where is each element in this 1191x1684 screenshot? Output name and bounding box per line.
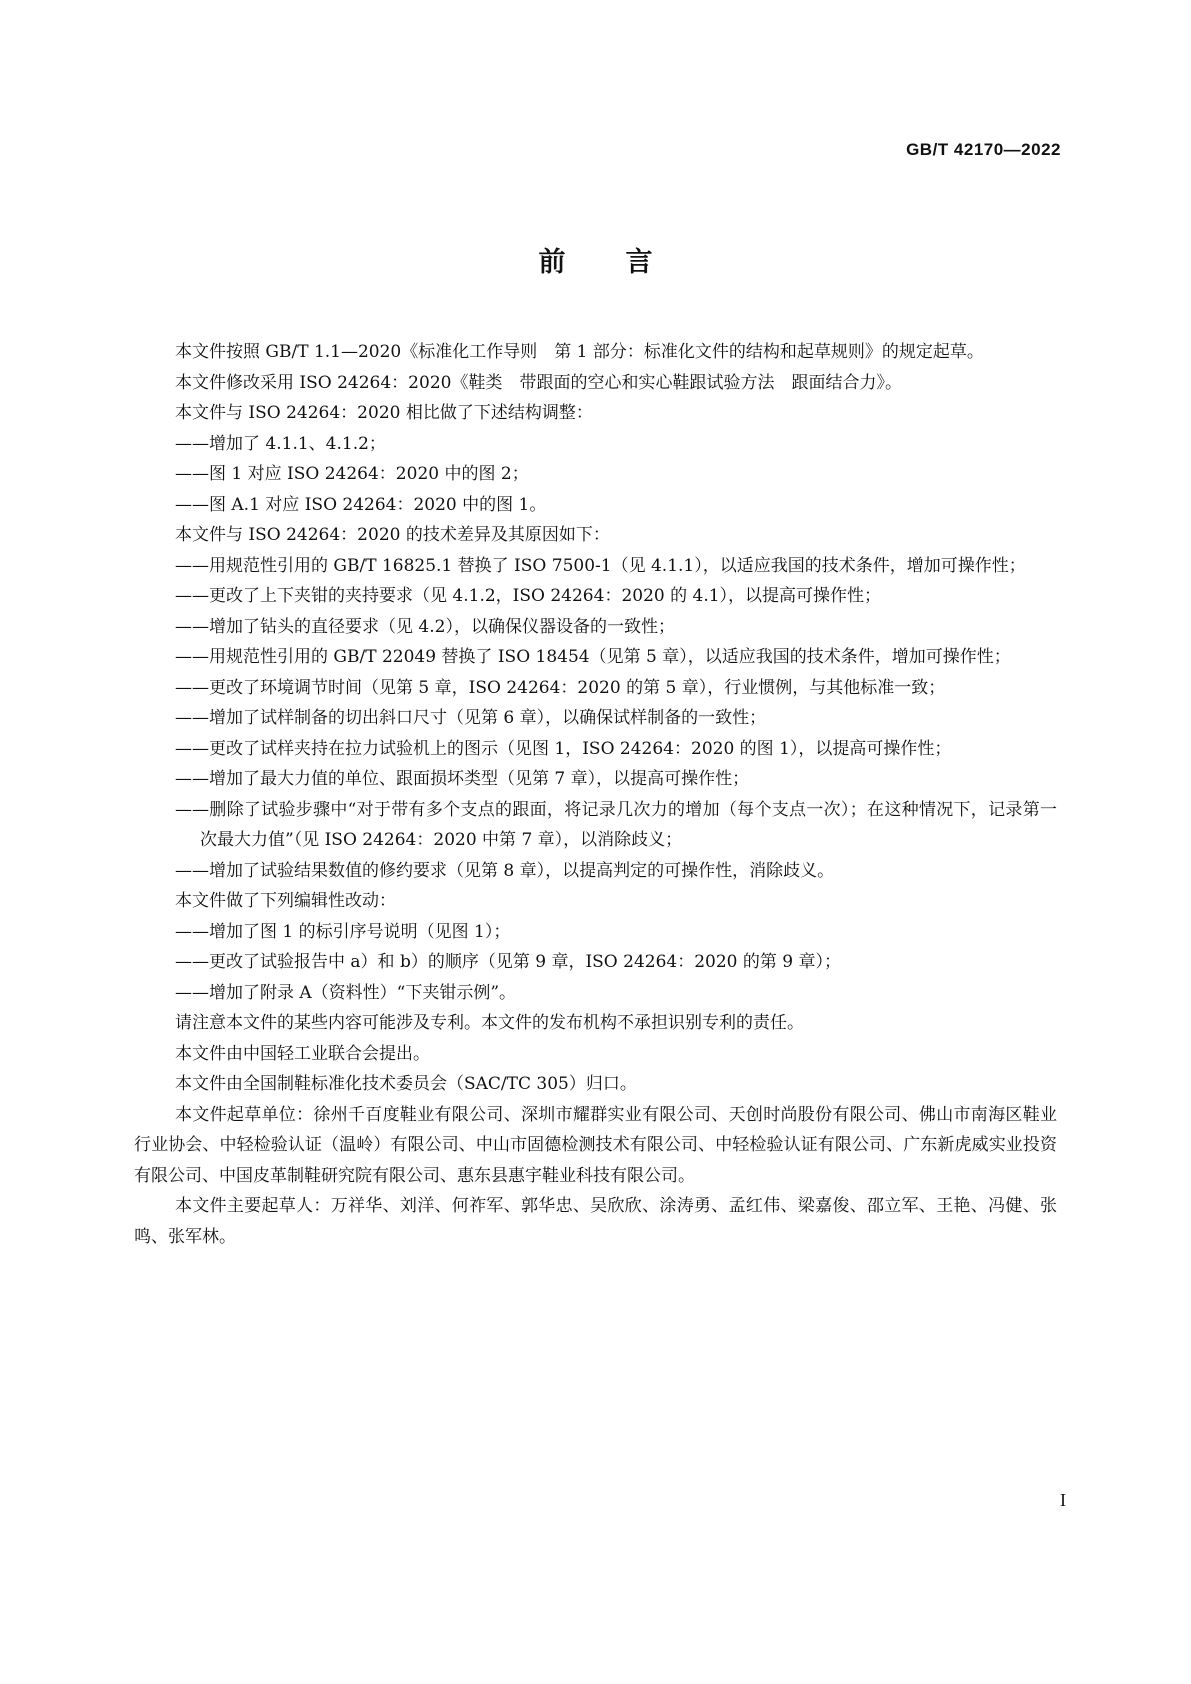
list-item: ——图 A.1 对应 ISO 24264：2020 中的图 1。 <box>175 494 547 515</box>
document-code: GB/T 42170—2022 <box>906 140 1061 159</box>
list-item: ——用规范性引用的 GB/T 16825.1 替换了 ISO 7500-1（见 4.1.1），以适应我国的技术条件，增加可操作性； <box>175 555 1026 576</box>
list-item: ——删除了试验步骤中“对于带有多个支点的跟面，将记录几次力的增加（每个支点一次）；在这种情况下，记录第一次最大力值”（见 ISO 24264：2020 中第 7 章），以消除歧义； <box>175 799 1057 850</box>
list-item: ——增加了最大力值的单位、跟面损坏类型（见第 7 章），以提高可操作性； <box>175 769 750 789</box>
paragraph-technical-differences-intro: 本文件与 ISO 24264：2020 的技术差异及其原因如下： <box>175 525 610 545</box>
list-item: ——增加了钻头的直径要求（见 4.2），以确保仪器设备的一致性； <box>175 616 675 637</box>
list-item: ——增加了 4.1.1、4.1.2； <box>175 433 386 454</box>
list-item: ——更改了环境调节时间（见第 5 章，ISO 24264：2020 的第 5 章），行业惯例，与其他标准一致； <box>175 677 946 698</box>
list-item: ——用规范性引用的 GB/T 22049 替换了 ISO 18454（见第 5 章），以适应我国的技术条件，增加可操作性； <box>175 647 1011 667</box>
foreword-body <box>134 337 1057 1252</box>
paragraph-adoption: 本文件修改采用 ISO 24264：2020《鞋类 带跟面的空心和实心鞋跟试验方法 跟面结合力》。 <box>175 372 902 393</box>
list-item: ——增加了试样制备的切出斜口尺寸（见第 6 章），以确保试样制备的一致性； <box>175 708 767 728</box>
paragraph-structure-intro: 本文件与 ISO 24264：2020 相比做了下述结构调整： <box>175 403 593 423</box>
paragraph-drafting-basis: 本文件按照 GB/T 1.1—2020《标准化工作导则 第 1 部分：标准化文件的结构和起草规则》的规定起草。 <box>175 342 984 362</box>
list-item: ——更改了上下夹钳的夹持要求（见 4.1.2，ISO 24264：2020 的 4.1），以提高可操作性； <box>175 586 882 606</box>
list-item: ——图 1 对应 ISO 24264：2020 中的图 2； <box>175 464 529 484</box>
list-item: ——增加了试验结果数值的修约要求（见第 8 章），以提高判定的可操作性，消除歧义。 <box>175 860 835 881</box>
list-item: ——更改了试样夹持在拉力试验机上的图示（见图 1，ISO 24264：2020 的图 1），以提高可操作性； <box>175 738 952 759</box>
paragraph-centralized-by: 本文件由全国制鞋标准化技术委员会（SAC/TC 305）归口。 <box>175 1074 637 1094</box>
paragraph-proposer: 本文件由中国轻工业联合会提出。 <box>175 1043 430 1064</box>
page-title: 前言 <box>538 247 713 278</box>
paragraph-patent-notice: 请注意本文件的某些内容可能涉及专利。本文件的发布机构不承担识别专利的责任。 <box>175 1013 804 1033</box>
list-item: ——更改了试验报告中 a）和 b）的顺序（见第 9 章，ISO 24264：2020 的第 9 章）； <box>175 952 842 972</box>
paragraph-drafting-units: 本文件起草单位：徐州千百度鞋业有限公司、深圳市耀群实业有限公司、天创时尚股份有限公司、佛山市南海区鞋业行业协会、中轻检验认证（温岭）有限公司、中山市固德检测技术有限公司、中轻检验认证有限公司、广东新虎威实业投资有限公司、中国皮革制鞋研究院有限公司、惠东县惠宇鞋业科技有限公司。 <box>134 1104 1057 1186</box>
paragraph-editorial-changes-intro: 本文件做了下列编辑性改动： <box>175 891 396 911</box>
list-item: ——增加了附录 A（资料性）“下夹钳示例”。 <box>175 982 517 1003</box>
list-item: ——增加了图 1 的标引序号说明（见图 1）； <box>175 921 511 942</box>
paragraph-main-drafters: 本文件主要起草人：万祥华、刘洋、何祚军、郭华忠、吴欣欣、涂涛勇、孟红伟、梁嘉俊、邵立军、王艳、冯健、张鸣、张军林。 <box>134 1196 1057 1247</box>
page-number: I <box>1060 1490 1066 1510</box>
